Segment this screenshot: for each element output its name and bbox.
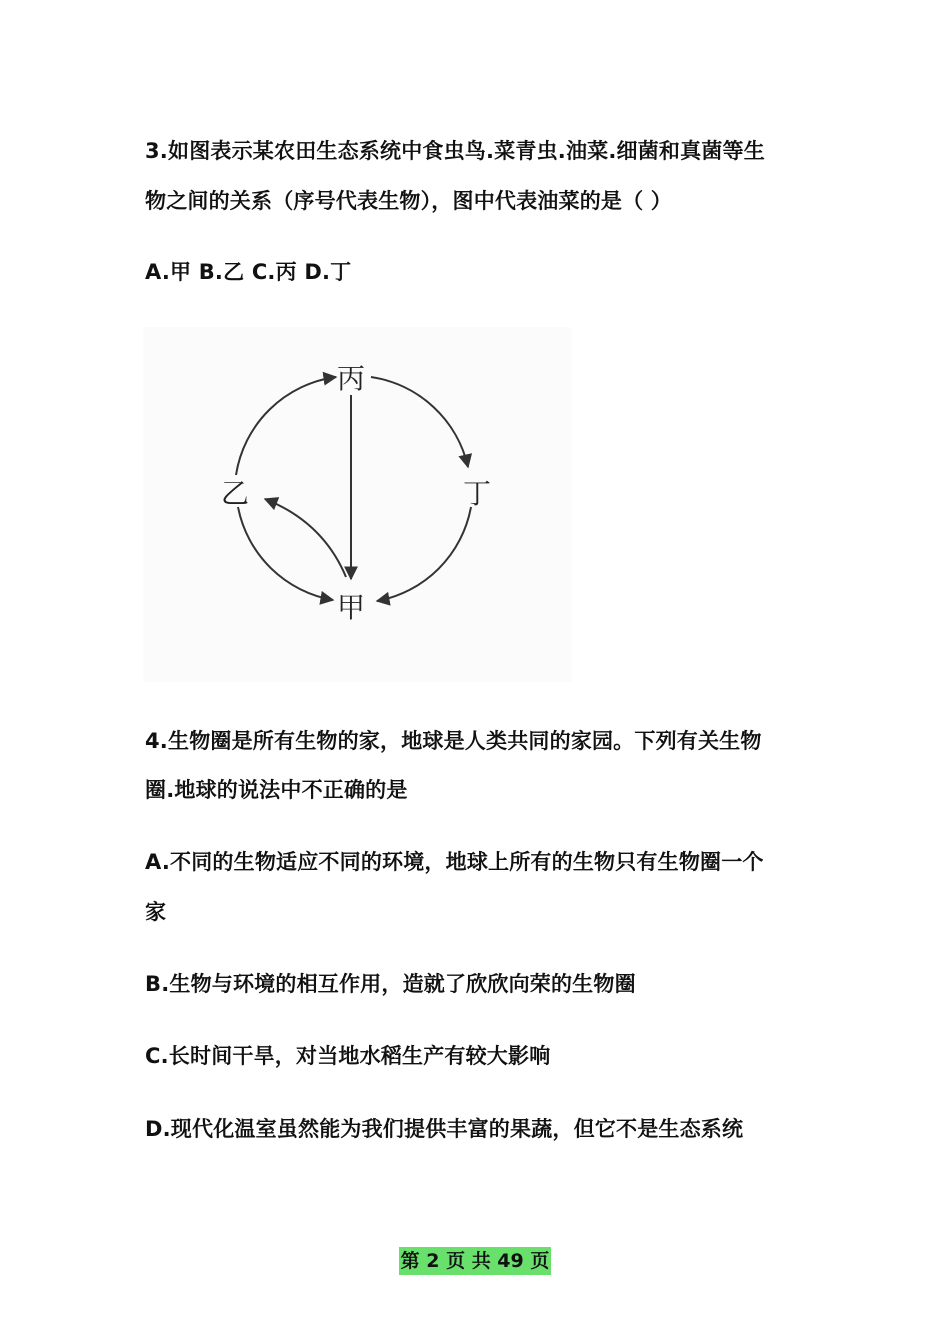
page-number: 第 2 页 共 49 页 [399, 1247, 552, 1275]
option-c: C.长时间干旱，对当地水稻生产有较大影响 [145, 1044, 551, 1068]
option-b: B.生物与环境的相互作用，造就了欣欣向荣的生物圈 [145, 972, 636, 996]
node-bing: 丙 [336, 362, 366, 395]
arrow-yi-to-bing [236, 377, 336, 475]
question-4-line-2: 圈.地球的说法中不正确的是 [145, 778, 408, 802]
node-ding: 丁 [462, 477, 492, 510]
arrow-yi-to-jia [238, 507, 333, 600]
question-4-line-1: 4.生物圈是所有生物的家，地球是人类共同的家园。下列有关生物 [145, 729, 762, 753]
question-3-line-2: 物之间的关系（序号代表生物），图中代表油菜的是（ ） [145, 189, 673, 213]
option-d: D.现代化温室虽然能为我们提供丰富的果蔬，但它不是生态系统 [145, 1117, 744, 1141]
option-a-line-2: 家 [145, 900, 167, 924]
question-3-line-1: 3.如图表示某农田生态系统中食虫鸟.菜青虫.油菜.细菌和真菌等生 [145, 139, 765, 163]
question-3-options: A.甲 B.乙 C.丙 D.丁 [145, 260, 352, 284]
food-web-diagram [143, 327, 571, 682]
page-footer [0, 1247, 950, 1275]
diagram-svg [143, 327, 571, 682]
node-yi: 乙 [220, 477, 250, 510]
node-jia: 甲 [336, 591, 366, 624]
arrow-jia-to-yi [265, 499, 346, 577]
arrow-bing-to-ding [371, 377, 468, 467]
arrow-ding-to-jia [377, 507, 471, 601]
option-a-line-1: A.不同的生物适应不同的环境，地球上所有的生物只有生物圈一个 [145, 850, 764, 874]
